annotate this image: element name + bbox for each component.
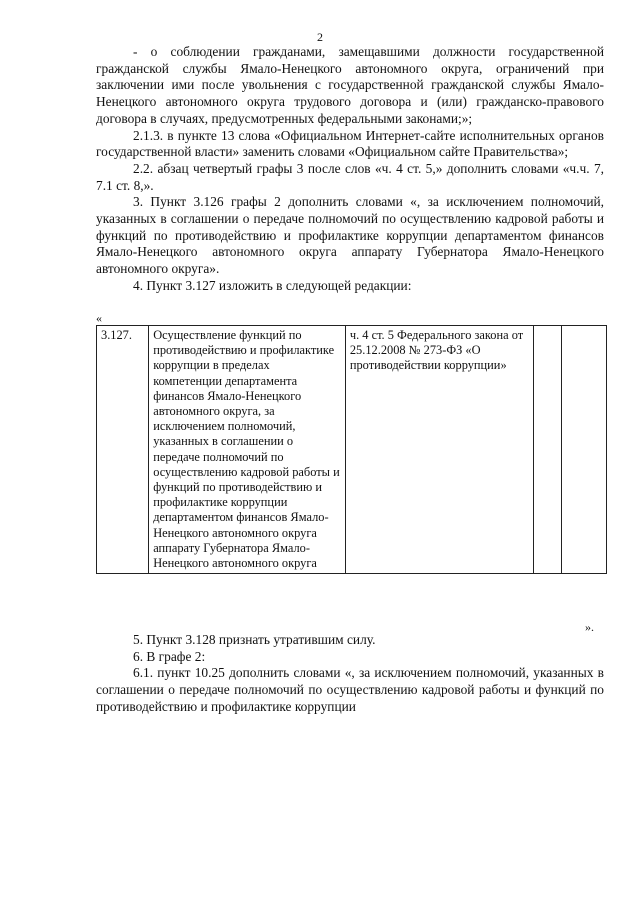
page-number: 2 (317, 30, 323, 44)
close-quote: ». (585, 620, 594, 634)
cell-law-reference: ч. 4 ст. 5 Федерального закона от 25.12.2008 № 273-ФЗ «О противодействии коррупции» (345, 326, 533, 574)
paragraph-compliance-clause: - о соблюдении гражданами, замещавшими должности государственной гражданской службы Ямало-Ненецкого автономного округа, ограничений при заключении ими после увольнения с государственной гражданской службы Ямало-Ненецкого автономного округа трудового договора и (или) гражданско-правового договора в случаях, предусмотренных федеральными законами;»; (96, 44, 604, 126)
cell-description: Осуществление функций по противодействию и профилактике коррупции в пределах компетенции департамента финансов Ямало-Ненецкого автономного округа, за исключением полномочий, указанных в соглашении о передаче полномочий по осуществлению кадровой работы и функций по противодействию и профилактике коррупции департаментом финансов Ямало-Ненецкого автономного округа аппарату Губернатора Ямало-Ненецкого автономного округа (149, 326, 346, 574)
document-body-bottom (96, 632, 604, 716)
paragraph-6: 6. В графе 2: (133, 648, 206, 664)
open-quote: « (96, 311, 102, 325)
cell-item-number: 3.127. (97, 326, 149, 574)
cell-empty-col4 (534, 326, 562, 574)
amendment-table (96, 325, 607, 574)
paragraph-2-1-3: 2.1.3. в пункте 13 слова «Официальном Интернет-сайте исполнительных органов государственной власти» заменить словами «Официальном сайте Правительства»; (96, 127, 604, 160)
table-row (97, 326, 607, 574)
cell-empty-col5 (561, 326, 606, 574)
document-body-top (96, 44, 604, 295)
paragraph-3: 3. Пункт 3.126 графы 2 дополнить словами «, за исключением полномочий, указанных в соглашении о передаче полномочий по осуществлению кадровой работы и функций по противодействию и профилактике коррупции департаментом финансов Ямало-Ненецкого автономного округа аппарату Губернатора Ямало-Ненецкого автономного округа». (96, 194, 604, 277)
paragraph-2-2: 2.2. абзац четвертый графы 3 после слов «ч. 4 ст. 5,» дополнить словами «ч.ч. 7, 7.1 ст. 8,». (96, 160, 604, 193)
paragraph-6-1: 6.1. пункт 10.25 дополнить словами «, за исключением полномочий, указанных в соглашении о передаче полномочий по осуществлению кадровой работы и функций по противодействию и профилактике коррупции (96, 665, 604, 714)
paragraph-5: 5. Пункт 3.128 признать утратившим силу. (133, 632, 376, 647)
paragraph-4: 4. Пункт 3.127 изложить в следующей редакции: (133, 277, 412, 293)
